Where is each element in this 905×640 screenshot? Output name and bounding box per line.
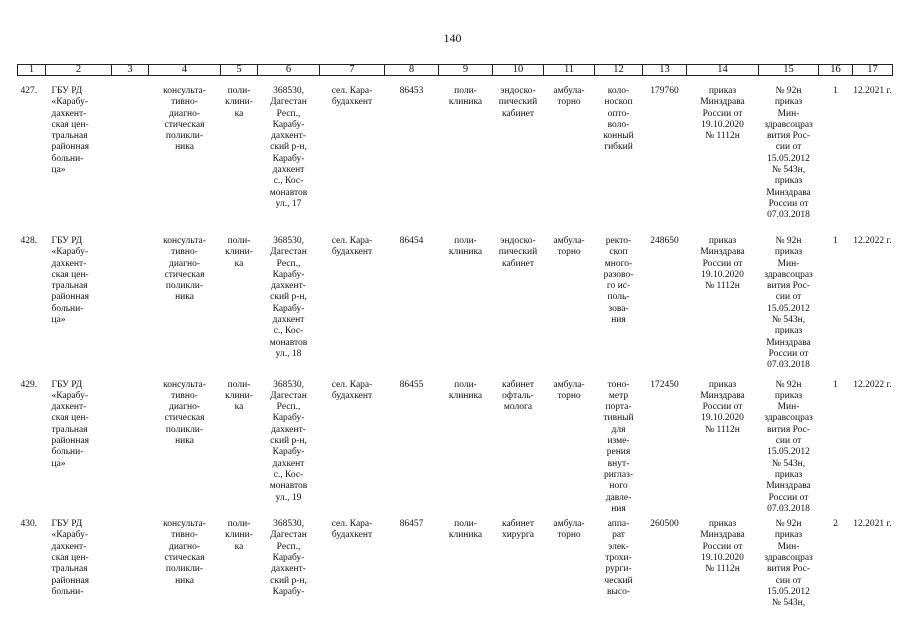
care-cell: амбула- торно xyxy=(553,86,585,108)
table-row xyxy=(18,228,893,372)
order-cell: приказ Минздрава России от 19.10.2020 № 1112н xyxy=(700,236,745,292)
unit-cell: поли- клиника xyxy=(448,519,483,541)
col-header-13: 13 xyxy=(643,65,687,76)
table-row xyxy=(18,76,893,229)
standard-cell: № 92н приказ Мин- здравсоцраз вития Рос- сии от 15.05.2012 № 543н, приказ Минздрава России от 07.03.2018 xyxy=(764,379,813,514)
col-header-2: 2 xyxy=(46,65,112,76)
code-cell: 86453 xyxy=(399,86,424,96)
order-cell: приказ Минздрава России от 19.10.2020 № 1112н xyxy=(700,379,745,435)
order-cell: приказ Минздрава России от 19.10.2020 № 1112н xyxy=(700,519,745,575)
type-cell: поли- клини- ка xyxy=(225,86,253,119)
equipment-cell: коло- носкоп опто- воло- конный гибкий xyxy=(603,86,634,153)
settlement-cell: сел. Кара- будахкент xyxy=(331,86,373,108)
address-cell: 368530, Дагестан Респ., Карабу- дахкент- ский р-н, Карабу- дахкент с., Кос- монавтов ул., 17 xyxy=(269,86,308,209)
price-cell: 179760 xyxy=(650,86,679,96)
col-header-16: 16 xyxy=(819,65,853,76)
table-row xyxy=(18,515,893,609)
empty-cell xyxy=(112,372,149,516)
unit-cell: поли- клиника xyxy=(448,379,483,401)
empty-cell xyxy=(112,515,149,609)
address-cell: 368530, Дагестан Респ., Карабу- дахкент- ский р-н, Карабу- дахкент с., Кос- монавтов ул., 19 xyxy=(269,379,308,503)
date-cell: 12.2021 г. xyxy=(853,519,892,530)
empty-cell xyxy=(112,76,149,229)
subdivision-cell: консульта- тивно- диагно- стическая поликли- ника xyxy=(163,379,206,447)
date-cell: 12.2021 г. xyxy=(853,86,892,96)
quantity-cell: 2 xyxy=(833,519,838,530)
room-cell: кабинет хирурга xyxy=(501,519,535,541)
settlement-cell: сел. Кара- будахкент xyxy=(331,519,373,541)
equipment-cell: аппа- рат элек- трохи- рурги- ческий высо- xyxy=(604,519,633,597)
organization-cell: ГБУ РД «Карабу- дахкент- ская цен- тральная районная больни- ца» xyxy=(51,236,90,326)
code-cell: 86455 xyxy=(399,379,424,390)
order-cell: приказ Минздрава России от 19.10.2020 № 1112н xyxy=(700,86,745,142)
col-header-4: 4 xyxy=(149,65,221,76)
col-header-15: 15 xyxy=(759,65,819,76)
standard-cell: № 92н приказ Мин- здравсоцраз вития Рос- сии от 15.05.2012 № 543н, xyxy=(764,519,813,609)
organization-cell: ГБУ РД «Карабу- дахкент- ская цен- тральная районная больни- ца» xyxy=(51,86,90,176)
type-cell: поли- клини- ка xyxy=(225,519,253,552)
room-cell: эндоско- пический кабинет xyxy=(498,86,538,119)
settlement-cell: сел. Кара- будахкент xyxy=(331,379,373,401)
equipment-table xyxy=(17,64,893,610)
col-header-10: 10 xyxy=(493,65,544,76)
subdivision-cell: консульта- тивно- диагно- стическая поликли- ника xyxy=(163,86,206,153)
col-header-6: 6 xyxy=(258,65,320,76)
organization-cell: ГБУ РД «Карабу- дахкент- ская цен- тральная районная больни- xyxy=(51,519,90,597)
date-cell: 12.2022 г. xyxy=(853,236,892,246)
unit-cell: поли- клиника xyxy=(448,86,483,108)
care-cell: амбула- торно xyxy=(553,519,585,541)
care-cell: амбула- торно xyxy=(553,379,585,401)
subdivision-cell: консульта- тивно- диагно- стическая поликли- ника xyxy=(163,519,206,586)
quantity-cell: 1 xyxy=(833,86,838,96)
subdivision-cell: консульта- тивно- диагно- стическая поликли- ника xyxy=(163,236,206,303)
code-cell: 86454 xyxy=(399,236,424,246)
col-header-12: 12 xyxy=(595,65,643,76)
equipment-cell: ректо- скоп много- разово- го ис- поль- зова- ния xyxy=(603,236,634,326)
organization-cell: ГБУ РД «Карабу- дахкент- ская цен- тральная районная больни- ца» xyxy=(51,379,90,469)
quantity-cell: 1 xyxy=(833,236,838,246)
col-header-14: 14 xyxy=(687,65,759,76)
empty-cell xyxy=(112,228,149,372)
price-cell: 172450 xyxy=(650,379,679,390)
row-number: 430. xyxy=(20,519,38,530)
col-header-5: 5 xyxy=(221,65,258,76)
type-cell: поли- клини- ка xyxy=(225,379,253,413)
price-cell: 248650 xyxy=(650,236,679,246)
address-cell: 368530, Дагестан Респ., Карабу- дахкент- ский р-н, Карабу- дахкент с., Кос- монавтов ул., 18 xyxy=(269,236,308,359)
quantity-cell: 1 xyxy=(833,379,838,390)
address-cell: 368530, Дагестан Респ., Карабу- дахкент- ский р-н, Карабу- xyxy=(270,519,307,597)
col-header-8: 8 xyxy=(385,65,439,76)
header-row xyxy=(18,65,893,76)
table-row xyxy=(18,372,893,516)
col-header-9: 9 xyxy=(439,65,493,76)
room-cell: эндоско- пический кабинет xyxy=(498,236,538,269)
col-header-11: 11 xyxy=(544,65,595,76)
equipment-cell: тоно- метр порта- тивный для изме- рения внут- риглаз- ного давле- ния xyxy=(603,379,634,514)
standard-cell: № 92н приказ Мин- здравсоцраз вития Рос- сии от 15.05.2012 № 543н, приказ Минздрава России от 07.03.2018 xyxy=(764,236,813,371)
col-header-1: 1 xyxy=(18,65,46,76)
col-header-17: 17 xyxy=(853,65,893,76)
care-cell: амбула- торно xyxy=(553,236,585,258)
row-number: 429. xyxy=(20,379,38,390)
row-number: 427. xyxy=(20,86,38,96)
settlement-cell: сел. Кара- будахкент xyxy=(331,236,373,258)
col-header-7: 7 xyxy=(320,65,385,76)
price-cell: 260500 xyxy=(650,519,679,530)
code-cell: 86457 xyxy=(399,519,424,530)
row-number: 428. xyxy=(20,236,38,246)
standard-cell: № 92н приказ Мин- здравсоцраз вития Рос- сии от 15.05.2012 № 543н, приказ Минздрава России от 07.03.2018 xyxy=(764,86,813,221)
page-number: 140 xyxy=(443,31,462,45)
unit-cell: поли- клиника xyxy=(448,236,483,258)
date-cell: 12.2022 г. xyxy=(853,379,892,390)
col-header-3: 3 xyxy=(112,65,149,76)
type-cell: поли- клини- ка xyxy=(225,236,253,269)
room-cell: кабинет офталь- молога xyxy=(501,379,535,413)
